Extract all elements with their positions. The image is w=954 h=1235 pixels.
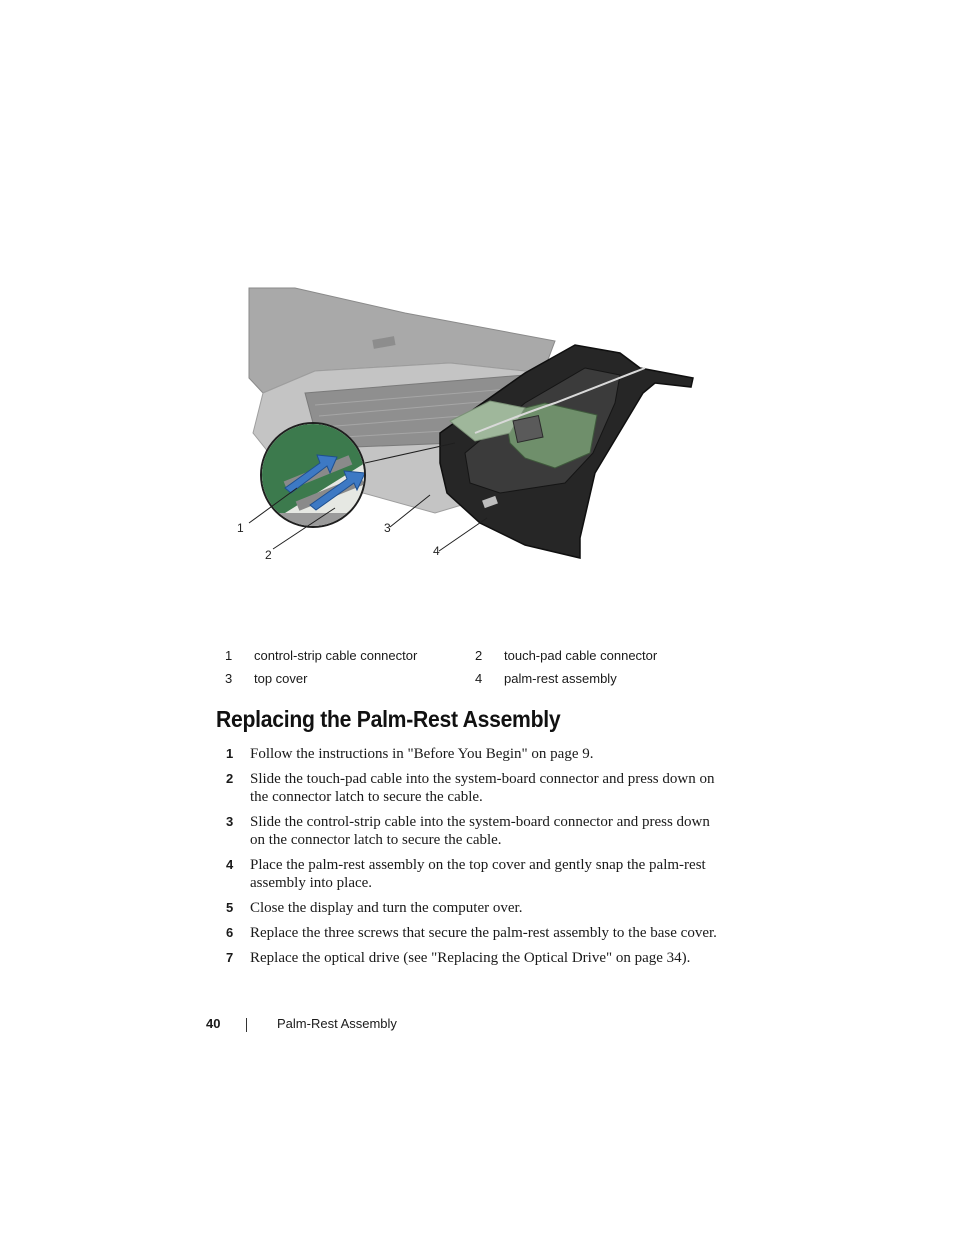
callout-4: 4 [433, 544, 440, 558]
callout-leader-4 [439, 518, 487, 551]
step-item [226, 899, 726, 917]
step-item [226, 770, 726, 806]
legend-label: touch-pad cable connector [504, 648, 658, 663]
legend-label: control-strip cable connector [254, 648, 418, 663]
procedure-steps [226, 745, 726, 974]
callout-3: 3 [384, 521, 391, 535]
step-number: 3 [226, 814, 234, 829]
footer-title: Palm-Rest Assembly [277, 1016, 397, 1031]
legend-row [225, 671, 725, 694]
step-number: 4 [226, 857, 234, 872]
step-text: Follow the instructions in "Before You Begin" on page 9. [250, 746, 594, 762]
section-heading: Replacing the Palm-Rest Assembly [216, 706, 561, 732]
step-number: 5 [226, 900, 234, 915]
step-number: 7 [226, 950, 234, 965]
legend-number: 1 [225, 648, 233, 663]
palm-rest-illustration [225, 283, 700, 573]
step-text: Slide the touch-pad cable into the system-board connector and press down on the connector latch to secure the cable. [250, 771, 715, 805]
footer-divider [246, 1018, 247, 1032]
step-item [226, 949, 726, 967]
legend-number: 2 [475, 648, 483, 663]
step-item [226, 856, 726, 892]
step-number: 2 [226, 771, 234, 786]
legend-label: palm-rest assembly [504, 671, 617, 686]
connector-block [513, 416, 543, 443]
callout-legend [225, 648, 725, 694]
legend-row [225, 648, 725, 671]
step-item [226, 745, 726, 763]
step-text: Replace the optical drive (see "Replacing the Optical Drive" on page 34). [250, 950, 691, 966]
laptop-figure [225, 283, 700, 573]
legend-number: 4 [475, 671, 483, 686]
legend-number: 3 [225, 671, 233, 686]
legend-label: top cover [254, 671, 308, 686]
step-text: Slide the control-strip cable into the system-board connector and press down on the connector latch to secure the cable. [250, 814, 710, 848]
step-text: Replace the three screws that secure the palm-rest assembly to the base cover. [250, 925, 717, 941]
step-number: 1 [226, 746, 234, 761]
callout-1: 1 [237, 521, 244, 535]
step-text: Close the display and turn the computer over. [250, 900, 523, 916]
step-number: 6 [226, 925, 234, 940]
step-text: Place the palm-rest assembly on the top cover and gently snap the palm-rest assembly into place. [250, 857, 706, 891]
step-item [226, 924, 726, 942]
page-number: 40 [206, 1016, 221, 1031]
callout-2: 2 [265, 548, 272, 562]
step-item [226, 813, 726, 849]
